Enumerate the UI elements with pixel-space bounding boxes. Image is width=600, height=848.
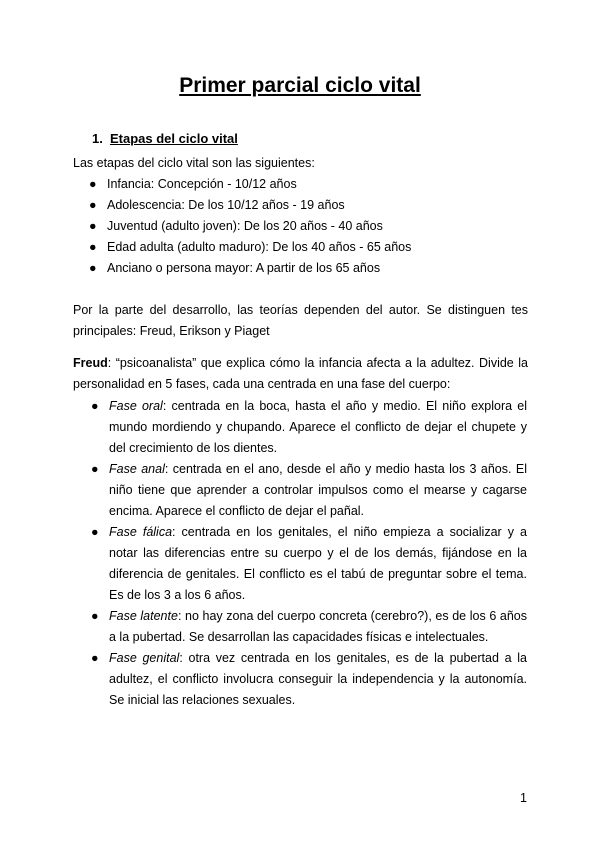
list-item [91,522,527,606]
phase-text: : centrada en los genitales, el niño empieza a socializar y a notar las diferencias entre su cuerpo y el de los demás, fijándose en la diferencia de genitales. El conflicto es el tabú de preguntar sobre el tema. Es de los 3 a los 6 años. [109,525,527,602]
list-item [91,648,527,711]
freud-label: Freud [73,356,108,370]
section-heading-text: Etapas del ciclo vital [110,131,238,146]
freud-phases-list [91,396,527,711]
bullet-icon: ● [89,240,97,254]
list-item: ● Edad adulta (adulto maduro): De los 40 años - 65 años [89,237,411,258]
freud-text: : “psicoanalista” que explica cómo la infancia afecta a la adultez. Divide la personalidad en 5 fases, cada una centrada en una fase del cuerpo: [73,356,528,391]
list-item [91,396,527,459]
bullet-icon: ● [89,219,97,233]
phase-term: Fase oral [109,399,163,413]
section-number: 1. [92,131,103,146]
stages-intro: Las etapas del ciclo vital son las siguientes: [73,156,315,170]
phase-term: Fase genital [109,651,180,665]
bullet-icon: ● [91,399,99,413]
list-item: ● Anciano o persona mayor: A partir de los 65 años [89,258,411,279]
list-item: ● Juventud (adulto joven): De los 20 años - 40 años [89,216,411,237]
bullet-icon: ● [91,525,99,539]
phase-term: Fase fálica [109,525,173,539]
desarrollo-paragraph: Por la parte del desarrollo, las teorías dependen del autor. Se distinguen tes principales: Freud, Erikson y Piaget [73,303,528,338]
bullet-icon: ● [91,651,99,665]
bullet-icon: ● [89,261,97,275]
phase-text: : otra vez centrada en los genitales, es de la pubertad a la adultez, el conflicto involucra conseguir la independencia y la autonomía. Se inicial las relaciones sexuales. [109,651,527,707]
list-item [91,606,527,648]
phase-term: Fase anal [109,462,165,476]
page-number: 1 [520,791,527,805]
page-title: Primer parcial ciclo vital [179,74,421,97]
section-heading [92,131,238,146]
phase-text: : centrada en la boca, hasta el año y medio. El niño explora el mundo mordiendo y chupando. Aparece el conflicto de dejar el chupete y del crecimiento de los dientes. [109,399,527,455]
bullet-icon: ● [89,177,97,191]
stages-list [89,174,411,279]
freud-paragraph [73,353,528,395]
bullet-icon: ● [89,198,97,212]
list-item: ● Adolescencia: De los 10/12 años - 19 años [89,195,411,216]
phase-text: : centrada en el ano, desde el año y medio hasta los 3 años. El niño tiene que aprender a controlar impulsos como el mearse y cagarse encima. Aparece el conflicto de dejar el pañal. [109,462,527,518]
bullet-icon: ● [91,462,99,476]
bullet-icon: ● [91,609,99,623]
phase-text: : no hay zona del cuerpo concreta (cerebro?), es de los 6 años a la pubertad. Se desarrollan las capacidades físicas e intelectuales. [109,609,527,644]
list-item: ● Infancia: Concepción - 10/12 años [89,174,411,195]
phase-term: Fase latente [109,609,178,623]
list-item [91,459,527,522]
